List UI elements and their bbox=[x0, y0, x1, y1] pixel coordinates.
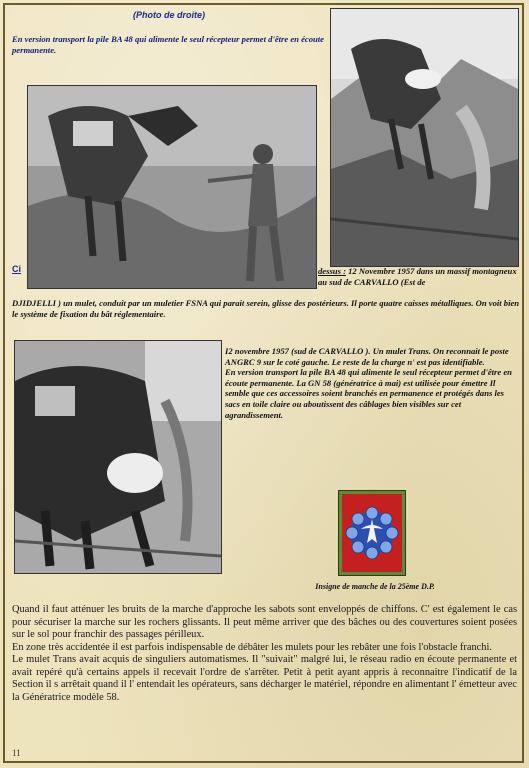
caption-dessus-rest: DJIDJELLI ) un mulet, conduit par un muletier FSNA qui parait serein, glisse des postérieurs. Il porte quatre caisses métalliques. On voit bien le système de fixation du bât réglementaire. bbox=[12, 298, 520, 319]
caption-middle-right-2: En version transport la pile BA 48 qui alimente le seul récepteur permet d'être en écoute permanente. La GN 58 (génératrice à mai) est utilisée pour émettre Il semble que ces accessoires soient branchés en permanence et protégés dans les sacs en toile claire ou aboutissent des câblages bien visibles sur cet agrandissement. bbox=[225, 367, 512, 420]
dessus-label: dessus : bbox=[318, 266, 346, 276]
insigne-caption: Insigne de manche de la 25ème D.P. bbox=[315, 582, 435, 591]
caption-top-left: En version transport la pile BA 48 qui alimente le seul récepteur permet d'être en écoute permanente. bbox=[12, 34, 324, 55]
body-text bbox=[12, 604, 517, 704]
dessus-first-text: 12 Novembre 1957 dans un massif montagneux au sud de CARVALLO (Est de bbox=[318, 266, 517, 287]
body-paragraph-2: En zone très accidentée il est parfois indispensable de débâter les mulets pour les rebâter une fois l'obstacle franchi. bbox=[12, 641, 492, 653]
caption-middle-right bbox=[225, 346, 519, 420]
photo-mule-radio bbox=[14, 340, 222, 574]
page-number: 11 bbox=[12, 748, 21, 758]
photo-soldier-mule bbox=[27, 85, 317, 289]
caption-dessus-first bbox=[318, 266, 523, 287]
photo-note: (Photo de droite) bbox=[133, 10, 205, 20]
insigne-25dp bbox=[338, 490, 406, 576]
caption-middle-right-1: I2 novembre 1957 (sud de CARVALLO ). Un mulet Trans. On reconnait le poste ANGRC 9 sur le coté gauche. Le reste de la charge n' est pas identifiable. bbox=[225, 346, 509, 367]
ci-link[interactable]: Ci bbox=[12, 264, 21, 274]
photo-mule-slope bbox=[330, 8, 519, 267]
body-paragraph-1: Quand il faut atténuer les bruits de la marche d'approche les sabots sont enveloppés de chiffons. C' est également le cas pour sécuriser la marche sur les rochers glissants. Il peut même arriver que des bâches ou des couvertures soient posées sur le sol pour franchir des passages périlleux. bbox=[12, 604, 517, 640]
body-paragraph-3: Le mulet Trans avait acquis de singuliers automatismes. Il "suivait" malgré lui, le réseau radio en écoute permanente et avait repéré qu'à certains appels il recevait l'ordre de s'arrêter. Petit à petit ayant appris à reconnaitre l'indicatif de la Section il s arrêtait quand il l' entendait les opérateurs, sans décharger le matériel, répondre en alimentant l' émetteur avec la Génératrice modèle 58. bbox=[12, 654, 517, 703]
